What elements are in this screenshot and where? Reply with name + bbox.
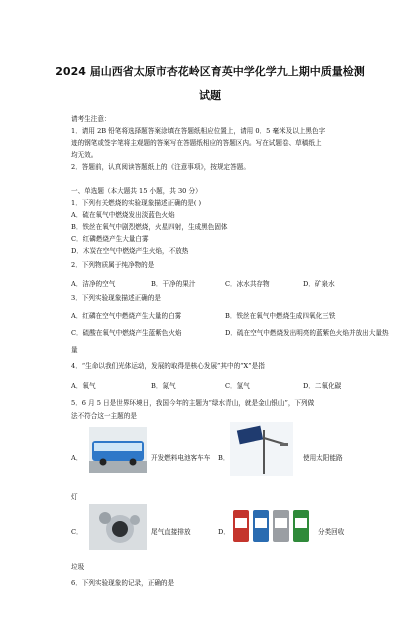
q6-stem: 6．下列实验现象的记录，正确的是 <box>71 579 175 587</box>
notice-heading: 请考生注意： <box>71 115 111 123</box>
q5-option-b-wrap: 灯 <box>71 493 78 501</box>
q5-option-d-label: D． <box>218 528 230 536</box>
q1-option-c: C．红磷燃烧产生大量白雾 <box>71 235 149 243</box>
notice-paragraph-2: 2．答题前，认真阅读答题纸上的《注意事项》，按规定答题。 <box>71 163 250 171</box>
q5-option-a-label: A． <box>71 454 83 462</box>
solar-streetlight-image <box>230 422 293 476</box>
document-title-line2: 试题 <box>199 89 221 102</box>
q1-option-b: B．铁丝在氧气中剧烈燃烧，火星四射，生成黑色固体 <box>71 223 228 231</box>
electric-bus-image <box>89 427 147 473</box>
q4-option-a: A．氧气 <box>71 382 96 390</box>
q3-option-d-wrap: 量 <box>71 346 78 354</box>
q5-option-c-text: 尾气直接排放 <box>151 528 191 536</box>
notice-paragraph-1c: 均无效。 <box>71 151 98 159</box>
q4-option-b: B．氮气 <box>151 382 176 390</box>
section-heading: 一、单选题（本大题共 15 小题，共 30 分） <box>71 187 202 195</box>
q3-option-c: C．硫酸在氧气中燃烧产生蓝紫色火焰 <box>71 329 182 337</box>
q5-option-b-label: B． <box>218 454 230 462</box>
q5-stem-line1: 5．6 月 5 日是世界环境日，我国今年的主题为“绿水青山，就是金山银山”，下列做 <box>71 399 315 407</box>
q5-stem-line2: 法不符合这一主题的是 <box>71 412 137 420</box>
q1-stem: 1．下列有关燃烧的实验现象描述正确的是( ) <box>71 199 202 207</box>
q5-option-d-text: 分类回收 <box>318 528 345 536</box>
notice-paragraph-1b: 迹的钢笔或签字笔将主观题的答案写在答题纸相应的答题区内。写在试题卷、草稿纸上 <box>71 139 322 147</box>
q2-option-b: B．干净的果汁 <box>151 280 196 288</box>
q3-option-d: D．硫在空气中燃烧发出明亮的蓝紫色火焰并放出大量热 <box>225 329 389 337</box>
q5-option-d-wrap: 垃圾 <box>71 563 85 571</box>
q4-stem: 4．“生命以我们光体运动，发展的取得是核心发展”其中的“X”是指 <box>71 362 265 370</box>
recycling-bins-image <box>231 504 311 548</box>
car-exhaust-image <box>89 504 147 550</box>
q5-option-a-text: 开发燃料电池客车车 <box>151 454 211 462</box>
notice-paragraph-1a: 1．请用 2B 铅笔将选择题答案涂填在答题纸相应位置上，请用 0．5 毫米及以上黑色字 <box>71 127 326 135</box>
q1-option-d: D．木炭在空气中燃烧产生火焰，不放热 <box>71 247 189 255</box>
q4-option-c: C．氢气 <box>225 382 250 390</box>
q2-stem: 2．下列物质属于纯净物的是 <box>71 261 155 269</box>
document-title-line1: 2024 届山西省太原市杏花岭区育英中学化学九上期中质量检测 <box>55 65 365 78</box>
q1-option-a: A．硫在氧气中燃烧发出淡蓝色火焰 <box>71 211 175 219</box>
q2-option-c: C．冰水共存物 <box>225 280 270 288</box>
q2-option-d: D．矿泉水 <box>303 280 335 288</box>
q3-option-b: B．铁丝在氧气中燃烧生成四氧化三铁 <box>225 312 336 320</box>
q3-stem: 3．下列实验现象描述正确的是 <box>71 294 161 302</box>
q4-option-d: D．二氧化碳 <box>303 382 342 390</box>
q2-option-a: A．洁净的空气 <box>71 280 116 288</box>
q3-option-a: A．红磷在空气中燃烧产生大量的白雾 <box>71 312 182 320</box>
q5-option-c-label: C． <box>71 528 83 536</box>
q5-option-b-text: 使用太阳能路 <box>303 454 343 462</box>
